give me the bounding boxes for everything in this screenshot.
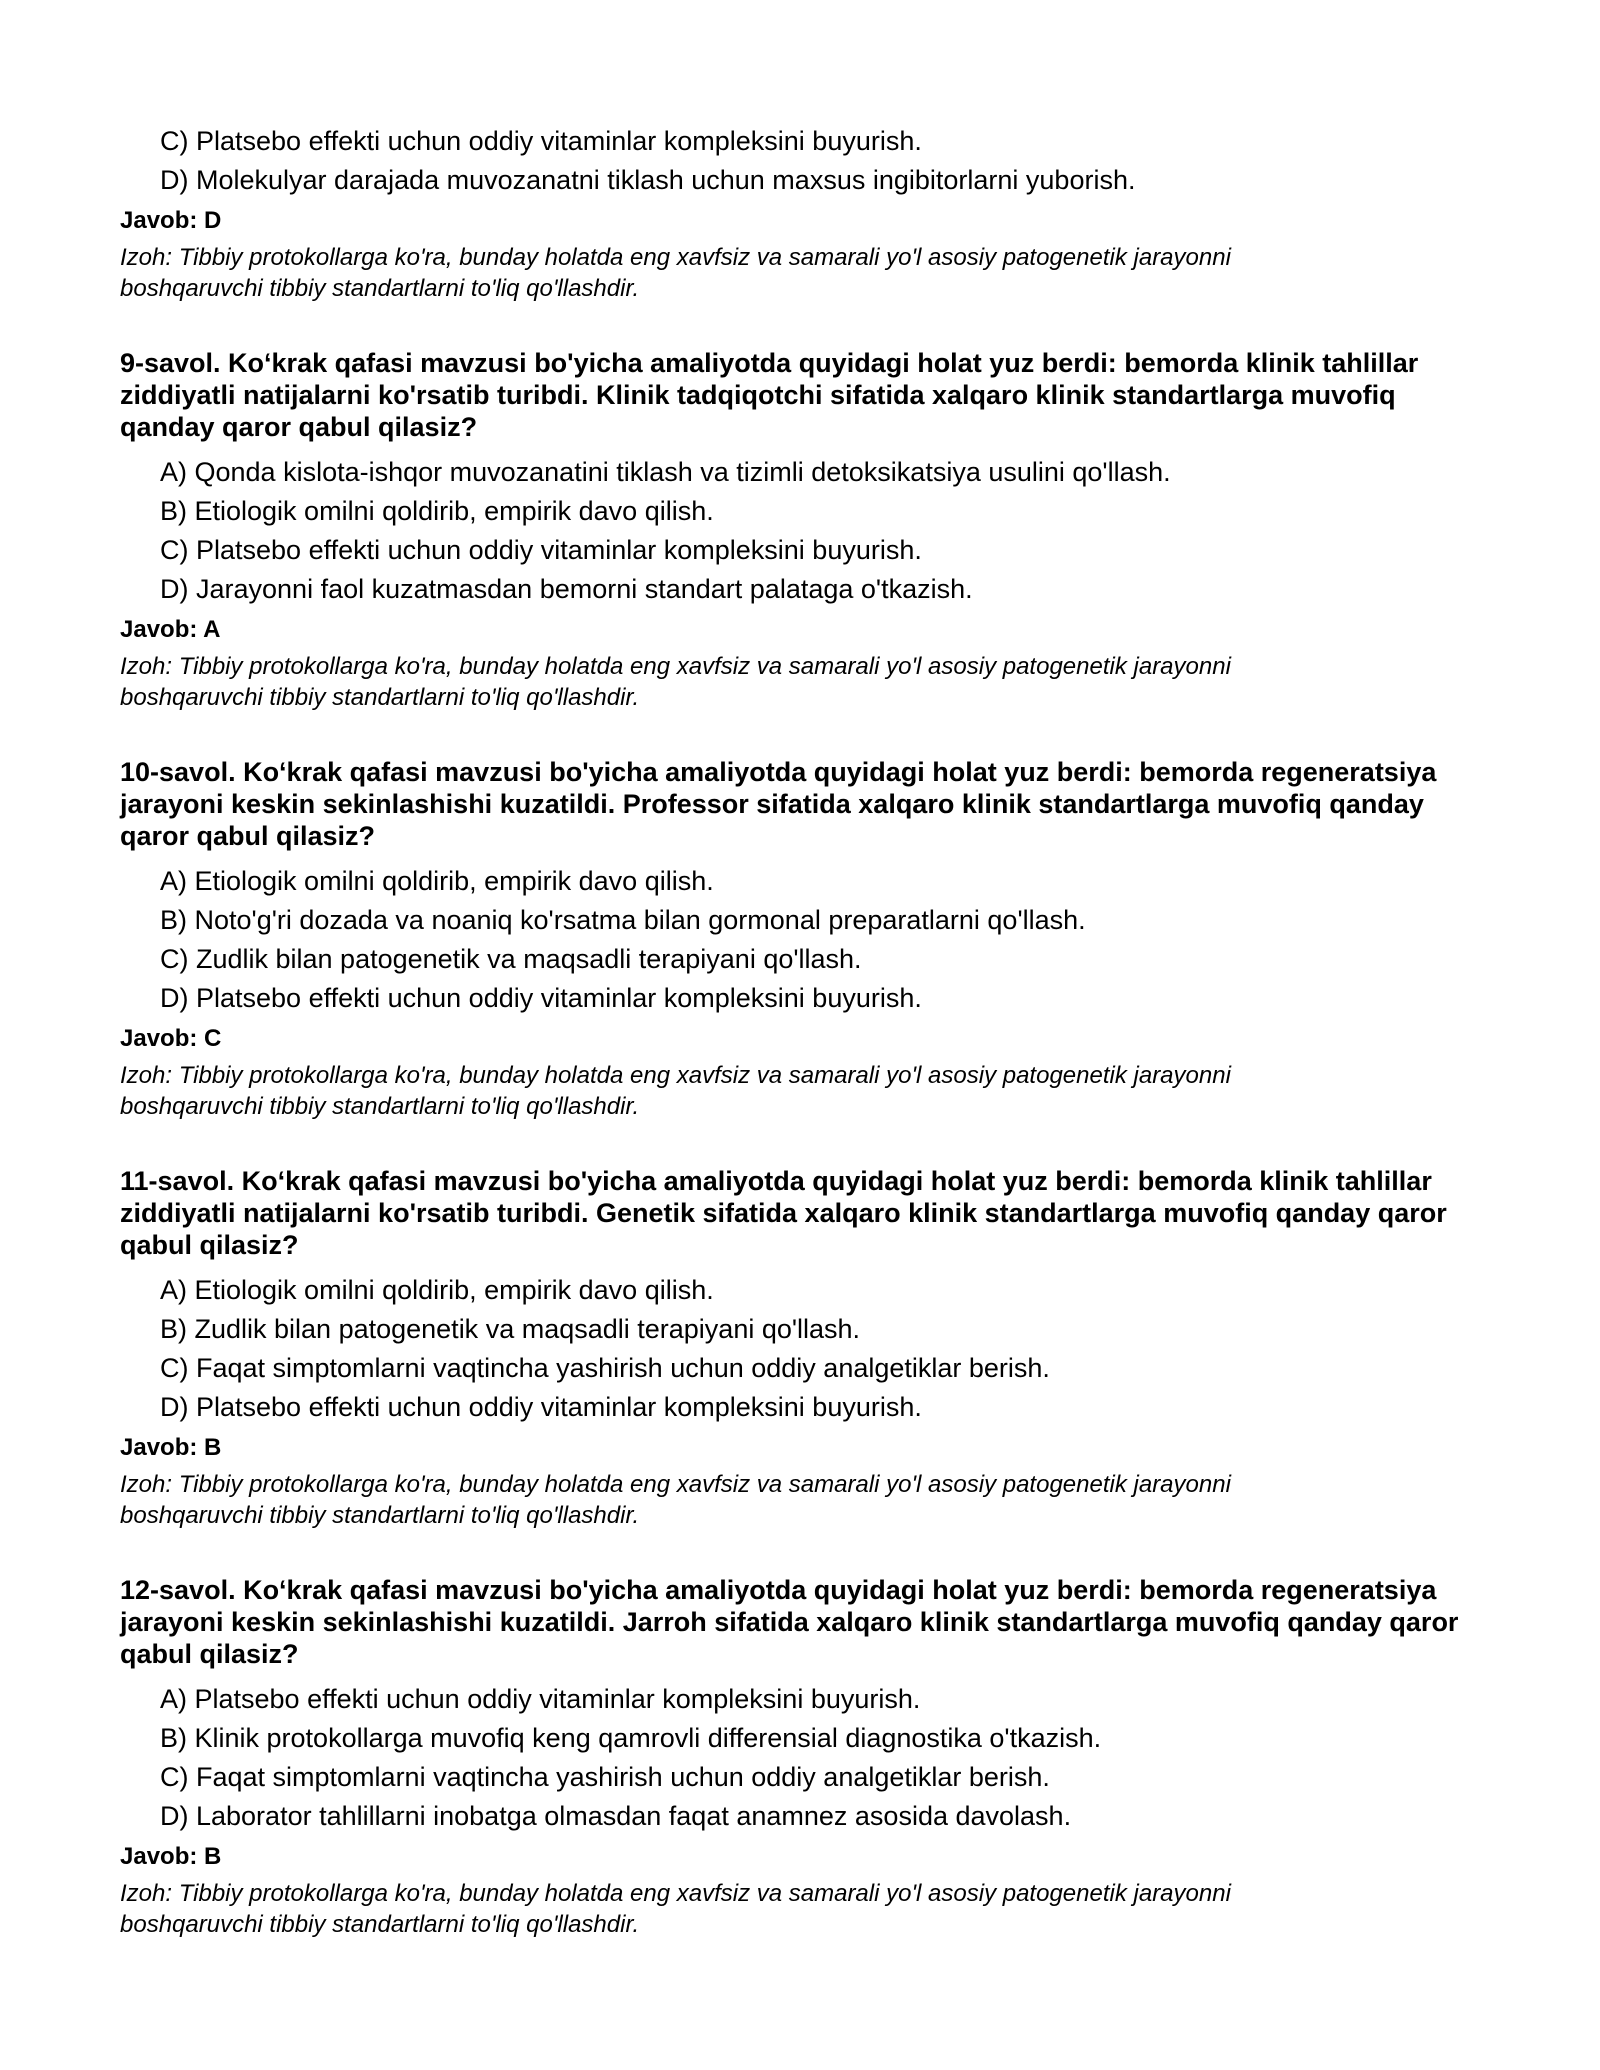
question-12 [120,1574,1480,1940]
question-text: 10-savol. Ko‘krak qafasi mavzusi bo'yicha amaliyotda quyidagi holat yuz berdi: bemorda regeneratsiya jarayoni keskin sekinlashishi kuzatildi. Professor sifatida xalqaro klinik standartlarga muvofiq qanday qaror qabul qilasiz? [120,757,1437,851]
question-text: 11-savol. Ko‘krak qafasi mavzusi bo'yicha amaliyotda quyidagi holat yuz berdi: bemorda klinik tahlillar ziddiyatli natijalarni ko'rsatib turibdi. Genetik sifatida xalqaro klinik standartlarga muvofiq qanday qaror qabul qilasiz? [120,1166,1447,1260]
option-a: A) Etiologik omilni qoldirib, empirik davo qilish. [160,866,714,896]
spacer [120,1122,1480,1165]
option-list [120,453,1480,609]
option-a: A) Platsebo effekti uchun oddiy vitaminlar kompleksini buyurish. [160,1684,921,1714]
option-list [120,1271,1480,1427]
question-9 [120,347,1480,713]
option-d: D) Platsebo effekti uchun oddiy vitaminlar kompleksini buyurish. [160,983,922,1013]
spacer [120,1531,1480,1574]
question-8-continuation [120,122,1480,304]
question-text: 12-savol. Ko‘krak qafasi mavzusi bo'yicha amaliyotda quyidagi holat yuz berdi: bemorda regeneratsiya jarayoni keskin sekinlashishi kuzatildi. Jarroh sifatida xalqaro klinik standartlarga muvofiq qanday qaror qabul qilasiz? [120,1575,1459,1669]
spacer [120,713,1480,756]
question-text: 9-savol. Ko‘krak qafasi mavzusi bo'yicha amaliyotda quyidagi holat yuz berdi: bemorda klinik tahlillar ziddiyatli natijalarni ko'rsatib turibdi. Klinik tadqiqotchi sifatida xalqaro klinik standartlarga muvofiq qanday qaror qabul qilasiz? [120,348,1419,442]
explanation-text: Izoh: Tibbiy protokollarga ko'ra, bunday holatda eng xavfsiz va samarali yo'l asosiy patogenetik jarayonni boshqaruvchi tibbiy standartlarni to'liq qo'llashdir. [120,1062,1231,1120]
answer-label: Javob: A [120,616,221,643]
explanation-text: Izoh: Tibbiy protokollarga ko'ra, bunday holatda eng xavfsiz va samarali yo'l asosiy patogenetik jarayonni boshqaruvchi tibbiy standartlarni to'liq qo'llashdir. [120,244,1231,302]
option-d: D) Jarayonni faol kuzatmasdan bemorni standart palataga o'tkazish. [160,574,973,604]
answer-label: Javob: D [120,207,222,234]
option-d: D) Molekulyar darajada muvozanatni tiklash uchun maxsus ingibitorlarni yuborish. [160,165,1136,195]
explanation-text: Izoh: Tibbiy protokollarga ko'ra, bunday holatda eng xavfsiz va samarali yo'l asosiy patogenetik jarayonni boshqaruvchi tibbiy standartlarni to'liq qo'llashdir. [120,1471,1231,1529]
question-11 [120,1165,1480,1531]
option-list [120,1680,1480,1836]
option-c: C) Faqat simptomlarni vaqtincha yashirish uchun oddiy analgetiklar berish. [160,1353,1050,1383]
option-c: C) Platsebo effekti uchun oddiy vitaminlar kompleksini buyurish. [160,535,922,565]
spacer [120,304,1480,347]
answer-label: Javob: B [120,1843,222,1870]
option-list [120,122,1480,200]
option-a: A) Etiologik omilni qoldirib, empirik davo qilish. [160,1275,714,1305]
option-c: C) Faqat simptomlarni vaqtincha yashirish uchun oddiy analgetiklar berish. [160,1762,1050,1792]
question-10 [120,756,1480,1122]
option-b: B) Noto'g'ri dozada va noaniq ko'rsatma bilan gormonal preparatlarni qo'llash. [160,905,1086,935]
option-a: A) Qonda kislota-ishqor muvozanatini tiklash va tizimli detoksikatsiya usulini qo'llash. [160,457,1171,487]
option-list [120,862,1480,1018]
option-c: C) Zudlik bilan patogenetik va maqsadli terapiyani qo'llash. [160,944,862,974]
option-d: D) Platsebo effekti uchun oddiy vitaminlar kompleksini buyurish. [160,1392,922,1422]
option-b: B) Etiologik omilni qoldirib, empirik davo qilish. [160,496,714,526]
explanation-text: Izoh: Tibbiy protokollarga ko'ra, bunday holatda eng xavfsiz va samarali yo'l asosiy patogenetik jarayonni boshqaruvchi tibbiy standartlarni to'liq qo'llashdir. [120,653,1231,711]
option-b: B) Klinik protokollarga muvofiq keng qamrovli differensial diagnostika o'tkazish. [160,1723,1102,1753]
explanation-text: Izoh: Tibbiy protokollarga ko'ra, bunday holatda eng xavfsiz va samarali yo'l asosiy patogenetik jarayonni boshqaruvchi tibbiy standartlarni to'liq qo'llashdir. [120,1880,1231,1938]
answer-label: Javob: B [120,1434,222,1461]
option-b: B) Zudlik bilan patogenetik va maqsadli terapiyani qo'llash. [160,1314,861,1344]
option-d: D) Laborator tahlillarni inobatga olmasdan faqat anamnez asosida davolash. [160,1801,1072,1831]
option-c: C) Platsebo effekti uchun oddiy vitaminlar kompleksini buyurish. [160,126,922,156]
answer-label: Javob: C [120,1025,222,1052]
